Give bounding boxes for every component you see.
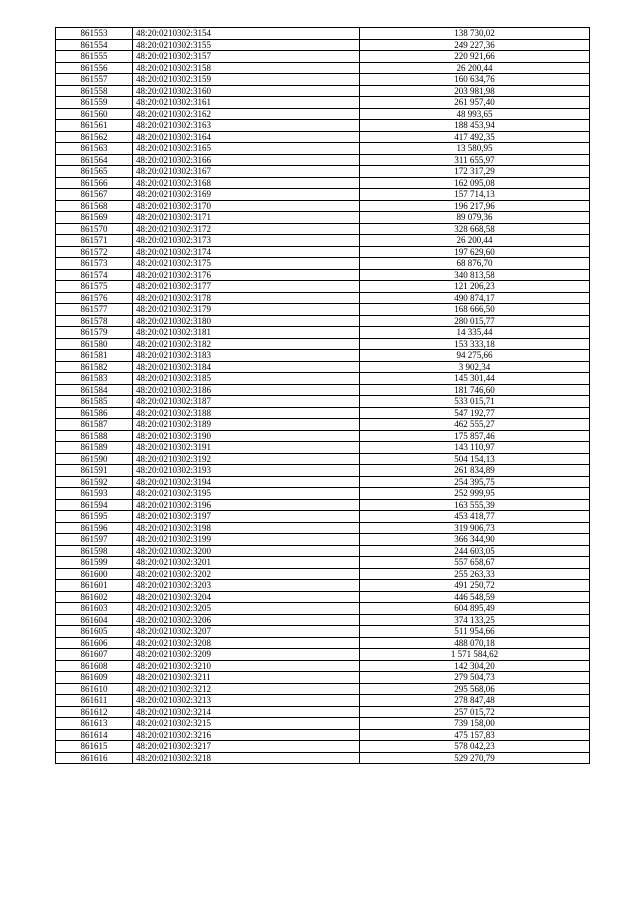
cadastral-value-cell: 168 666,50	[360, 304, 590, 316]
cadastral-number-cell: 48:20:0210302:3176	[133, 269, 360, 281]
table-row	[56, 683, 590, 695]
table-row	[56, 120, 590, 132]
table-row	[56, 637, 590, 649]
row-number-cell: 861577	[56, 304, 133, 316]
table-row	[56, 304, 590, 316]
row-number-cell: 861573	[56, 258, 133, 270]
row-number-cell: 861609	[56, 672, 133, 684]
cadastral-number-cell: 48:20:0210302:3175	[133, 258, 360, 270]
cadastral-value-cell: 68 876,70	[360, 258, 590, 270]
cadastral-number-cell: 48:20:0210302:3215	[133, 718, 360, 730]
cadastral-number-cell: 48:20:0210302:3172	[133, 223, 360, 235]
cadastral-number-cell: 48:20:0210302:3166	[133, 154, 360, 166]
cadastral-number-cell: 48:20:0210302:3171	[133, 212, 360, 224]
cadastral-number-cell: 48:20:0210302:3200	[133, 545, 360, 557]
row-number-cell: 861605	[56, 626, 133, 638]
cadastral-value-cell: 462 555,27	[360, 419, 590, 431]
cadastral-value-cell: 254 395,75	[360, 476, 590, 488]
cadastral-number-cell: 48:20:0210302:3180	[133, 315, 360, 327]
cadastral-number-cell: 48:20:0210302:3163	[133, 120, 360, 132]
cadastral-value-cell: 26 200,44	[360, 235, 590, 247]
table-row	[56, 258, 590, 270]
row-number-cell: 861578	[56, 315, 133, 327]
row-number-cell: 861614	[56, 729, 133, 741]
table-row	[56, 396, 590, 408]
cadastral-value-cell: 13 580,95	[360, 143, 590, 155]
cadastral-value-cell: 196 217,96	[360, 200, 590, 212]
row-number-cell: 861567	[56, 189, 133, 201]
table-row	[56, 649, 590, 661]
cadastral-value-cell: 453 418,77	[360, 511, 590, 523]
cadastral-value-cell: 279 504,73	[360, 672, 590, 684]
cadastral-value-cell: 547 192,77	[360, 407, 590, 419]
row-number-cell: 861611	[56, 695, 133, 707]
cadastral-number-cell: 48:20:0210302:3192	[133, 453, 360, 465]
cadastral-value-cell: 1 571 584,62	[360, 649, 590, 661]
cadastral-number-cell: 48:20:0210302:3193	[133, 465, 360, 477]
row-number-cell: 861612	[56, 706, 133, 718]
row-number-cell: 861574	[56, 269, 133, 281]
row-number-cell: 861591	[56, 465, 133, 477]
row-number-cell: 861561	[56, 120, 133, 132]
cadastral-value-cell: 3 902,34	[360, 361, 590, 373]
table-row	[56, 235, 590, 247]
cadastral-value-cell: 475 157,83	[360, 729, 590, 741]
cadastral-number-cell: 48:20:0210302:3214	[133, 706, 360, 718]
cadastral-value-cell: 203 981,98	[360, 85, 590, 97]
cadastral-number-cell: 48:20:0210302:3185	[133, 373, 360, 385]
cadastral-number-cell: 48:20:0210302:3177	[133, 281, 360, 293]
row-number-cell: 861607	[56, 649, 133, 661]
row-number-cell: 861576	[56, 292, 133, 304]
table-row	[56, 660, 590, 672]
cadastral-number-cell: 48:20:0210302:3191	[133, 442, 360, 454]
cadastral-value-cell: 319 906,73	[360, 522, 590, 534]
row-number-cell: 861566	[56, 177, 133, 189]
row-number-cell: 861553	[56, 28, 133, 40]
cadastral-number-cell: 48:20:0210302:3160	[133, 85, 360, 97]
cadastral-value-cell: 328 668,58	[360, 223, 590, 235]
cadastral-value-cell: 490 874,17	[360, 292, 590, 304]
cadastral-number-cell: 48:20:0210302:3189	[133, 419, 360, 431]
row-number-cell: 861582	[56, 361, 133, 373]
cadastral-number-cell: 48:20:0210302:3210	[133, 660, 360, 672]
table-row	[56, 51, 590, 63]
cadastral-value-cell: 26 200,44	[360, 62, 590, 74]
table-row	[56, 269, 590, 281]
cadastral-value-cell: 739 158,00	[360, 718, 590, 730]
table-row	[56, 603, 590, 615]
table-row	[56, 545, 590, 557]
row-number-cell: 861616	[56, 752, 133, 764]
cadastral-value-cell: 160 634,76	[360, 74, 590, 86]
cadastral-value-cell: 163 555,39	[360, 499, 590, 511]
row-number-cell: 861562	[56, 131, 133, 143]
cadastral-value-table	[55, 27, 590, 764]
cadastral-number-cell: 48:20:0210302:3208	[133, 637, 360, 649]
cadastral-value-cell: 252 999,95	[360, 488, 590, 500]
cadastral-number-cell: 48:20:0210302:3203	[133, 580, 360, 592]
cadastral-value-cell: 14 335,44	[360, 327, 590, 339]
cadastral-number-cell: 48:20:0210302:3186	[133, 384, 360, 396]
cadastral-number-cell: 48:20:0210302:3159	[133, 74, 360, 86]
cadastral-number-cell: 48:20:0210302:3184	[133, 361, 360, 373]
cadastral-value-cell: 311 655,97	[360, 154, 590, 166]
row-number-cell: 861557	[56, 74, 133, 86]
table-row	[56, 741, 590, 753]
row-number-cell: 861586	[56, 407, 133, 419]
table-row	[56, 108, 590, 120]
table-row	[56, 327, 590, 339]
table-row	[56, 591, 590, 603]
cadastral-number-cell: 48:20:0210302:3196	[133, 499, 360, 511]
cadastral-value-cell: 249 227,36	[360, 39, 590, 51]
cadastral-value-cell: 197 629,60	[360, 246, 590, 258]
row-number-cell: 861579	[56, 327, 133, 339]
cadastral-number-cell: 48:20:0210302:3198	[133, 522, 360, 534]
table-row	[56, 39, 590, 51]
cadastral-value-cell: 557 658,67	[360, 557, 590, 569]
table-row	[56, 488, 590, 500]
table-row	[56, 212, 590, 224]
cadastral-number-cell: 48:20:0210302:3157	[133, 51, 360, 63]
cadastral-value-cell: 175 857,46	[360, 430, 590, 442]
cadastral-value-cell: 511 954,66	[360, 626, 590, 638]
cadastral-number-cell: 48:20:0210302:3216	[133, 729, 360, 741]
table-row	[56, 166, 590, 178]
table-row	[56, 580, 590, 592]
table-row	[56, 177, 590, 189]
cadastral-number-cell: 48:20:0210302:3201	[133, 557, 360, 569]
cadastral-value-cell: 121 206,23	[360, 281, 590, 293]
row-number-cell: 861568	[56, 200, 133, 212]
table-row	[56, 223, 590, 235]
cadastral-number-cell: 48:20:0210302:3195	[133, 488, 360, 500]
row-number-cell: 861613	[56, 718, 133, 730]
table-row	[56, 200, 590, 212]
table-row	[56, 522, 590, 534]
cadastral-value-cell: 188 453,94	[360, 120, 590, 132]
cadastral-value-cell: 280 015,77	[360, 315, 590, 327]
cadastral-number-cell: 48:20:0210302:3178	[133, 292, 360, 304]
table-row	[56, 246, 590, 258]
row-number-cell: 861556	[56, 62, 133, 74]
row-number-cell: 861606	[56, 637, 133, 649]
table-row	[56, 361, 590, 373]
table-row	[56, 189, 590, 201]
row-number-cell: 861570	[56, 223, 133, 235]
cadastral-value-cell: 153 333,18	[360, 338, 590, 350]
cadastral-number-cell: 48:20:0210302:3183	[133, 350, 360, 362]
row-number-cell: 861603	[56, 603, 133, 615]
cadastral-number-cell: 48:20:0210302:3158	[133, 62, 360, 74]
table-row	[56, 453, 590, 465]
cadastral-value-cell: 89 079,36	[360, 212, 590, 224]
row-number-cell: 861599	[56, 557, 133, 569]
row-number-cell: 861598	[56, 545, 133, 557]
cadastral-value-cell: 145 301,44	[360, 373, 590, 385]
table-row	[56, 476, 590, 488]
cadastral-number-cell: 48:20:0210302:3188	[133, 407, 360, 419]
cadastral-value-cell: 604 895,49	[360, 603, 590, 615]
cadastral-number-cell: 48:20:0210302:3155	[133, 39, 360, 51]
row-number-cell: 861589	[56, 442, 133, 454]
row-number-cell: 861597	[56, 534, 133, 546]
cadastral-value-cell: 533 015,71	[360, 396, 590, 408]
table-row	[56, 465, 590, 477]
row-number-cell: 861592	[56, 476, 133, 488]
row-number-cell: 861601	[56, 580, 133, 592]
row-number-cell: 861571	[56, 235, 133, 247]
row-number-cell: 861600	[56, 568, 133, 580]
cadastral-value-cell: 143 110,97	[360, 442, 590, 454]
table-row	[56, 407, 590, 419]
cadastral-value-cell: 261 834,89	[360, 465, 590, 477]
table-row	[56, 729, 590, 741]
row-number-cell: 861554	[56, 39, 133, 51]
table-row	[56, 614, 590, 626]
cadastral-value-cell: 529 270,79	[360, 752, 590, 764]
table-row	[56, 557, 590, 569]
table-row	[56, 430, 590, 442]
cadastral-value-cell: 94 275,66	[360, 350, 590, 362]
cadastral-number-cell: 48:20:0210302:3207	[133, 626, 360, 638]
row-number-cell: 861555	[56, 51, 133, 63]
row-number-cell: 861615	[56, 741, 133, 753]
cadastral-number-cell: 48:20:0210302:3179	[133, 304, 360, 316]
cadastral-number-cell: 48:20:0210302:3162	[133, 108, 360, 120]
cadastral-value-cell: 488 070,18	[360, 637, 590, 649]
cadastral-number-cell: 48:20:0210302:3167	[133, 166, 360, 178]
cadastral-value-cell: 257 015,72	[360, 706, 590, 718]
table-row	[56, 74, 590, 86]
cadastral-value-cell: 172 317,29	[360, 166, 590, 178]
cadastral-value-cell: 491 250,72	[360, 580, 590, 592]
cadastral-number-cell: 48:20:0210302:3202	[133, 568, 360, 580]
table-row	[56, 85, 590, 97]
cadastral-number-cell: 48:20:0210302:3205	[133, 603, 360, 615]
cadastral-number-cell: 48:20:0210302:3206	[133, 614, 360, 626]
table-row	[56, 511, 590, 523]
row-number-cell: 861560	[56, 108, 133, 120]
row-number-cell: 861604	[56, 614, 133, 626]
cadastral-number-cell: 48:20:0210302:3170	[133, 200, 360, 212]
table-row	[56, 384, 590, 396]
row-number-cell: 861572	[56, 246, 133, 258]
cadastral-value-cell: 244 603,05	[360, 545, 590, 557]
table-row	[56, 131, 590, 143]
row-number-cell: 861594	[56, 499, 133, 511]
table-row	[56, 281, 590, 293]
cadastral-number-cell: 48:20:0210302:3174	[133, 246, 360, 258]
table-row	[56, 97, 590, 109]
cadastral-number-cell: 48:20:0210302:3165	[133, 143, 360, 155]
row-number-cell: 861565	[56, 166, 133, 178]
table-row	[56, 419, 590, 431]
cadastral-value-cell: 374 133,25	[360, 614, 590, 626]
cadastral-value-cell: 48 993,65	[360, 108, 590, 120]
row-number-cell: 861575	[56, 281, 133, 293]
row-number-cell: 861584	[56, 384, 133, 396]
table-row	[56, 568, 590, 580]
cadastral-number-cell: 48:20:0210302:3168	[133, 177, 360, 189]
table-row	[56, 28, 590, 40]
row-number-cell: 861588	[56, 430, 133, 442]
cadastral-number-cell: 48:20:0210302:3194	[133, 476, 360, 488]
cadastral-value-cell: 162 095,08	[360, 177, 590, 189]
cadastral-value-cell: 366 344,90	[360, 534, 590, 546]
table-row	[56, 62, 590, 74]
row-number-cell: 861585	[56, 396, 133, 408]
table-row	[56, 442, 590, 454]
cadastral-value-cell: 157 714,13	[360, 189, 590, 201]
cadastral-number-cell: 48:20:0210302:3212	[133, 683, 360, 695]
table-row	[56, 350, 590, 362]
cadastral-value-cell: 142 304,20	[360, 660, 590, 672]
row-number-cell: 861590	[56, 453, 133, 465]
cadastral-number-cell: 48:20:0210302:3161	[133, 97, 360, 109]
row-number-cell: 861610	[56, 683, 133, 695]
cadastral-number-cell: 48:20:0210302:3218	[133, 752, 360, 764]
cadastral-number-cell: 48:20:0210302:3187	[133, 396, 360, 408]
cadastral-number-cell: 48:20:0210302:3154	[133, 28, 360, 40]
table-row	[56, 706, 590, 718]
table-row	[56, 718, 590, 730]
cadastral-value-cell: 255 263,33	[360, 568, 590, 580]
row-number-cell: 861608	[56, 660, 133, 672]
cadastral-number-cell: 48:20:0210302:3173	[133, 235, 360, 247]
cadastral-number-cell: 48:20:0210302:3190	[133, 430, 360, 442]
row-number-cell: 861596	[56, 522, 133, 534]
cadastral-value-cell: 181 746,60	[360, 384, 590, 396]
cadastral-value-cell: 295 568,06	[360, 683, 590, 695]
table-row	[56, 499, 590, 511]
cadastral-number-cell: 48:20:0210302:3213	[133, 695, 360, 707]
row-number-cell: 861569	[56, 212, 133, 224]
row-number-cell: 861595	[56, 511, 133, 523]
table-row	[56, 752, 590, 764]
row-number-cell: 861580	[56, 338, 133, 350]
cadastral-number-cell: 48:20:0210302:3204	[133, 591, 360, 603]
row-number-cell: 861581	[56, 350, 133, 362]
cadastral-value-cell: 578 042,23	[360, 741, 590, 753]
table-row	[56, 338, 590, 350]
table-row	[56, 315, 590, 327]
cadastral-number-cell: 48:20:0210302:3217	[133, 741, 360, 753]
table-row	[56, 373, 590, 385]
table-row	[56, 154, 590, 166]
cadastral-number-cell: 48:20:0210302:3197	[133, 511, 360, 523]
cadastral-value-cell: 340 813,58	[360, 269, 590, 281]
cadastral-number-cell: 48:20:0210302:3181	[133, 327, 360, 339]
cadastral-number-cell: 48:20:0210302:3211	[133, 672, 360, 684]
table-row	[56, 534, 590, 546]
table-row	[56, 672, 590, 684]
cadastral-number-cell: 48:20:0210302:3209	[133, 649, 360, 661]
cadastral-value-cell: 138 730,02	[360, 28, 590, 40]
table-body	[56, 28, 590, 764]
row-number-cell: 861587	[56, 419, 133, 431]
table-row	[56, 292, 590, 304]
cadastral-value-cell: 220 921,66	[360, 51, 590, 63]
row-number-cell: 861559	[56, 97, 133, 109]
row-number-cell: 861602	[56, 591, 133, 603]
row-number-cell: 861558	[56, 85, 133, 97]
row-number-cell: 861563	[56, 143, 133, 155]
cadastral-value-cell: 504 154,13	[360, 453, 590, 465]
cadastral-number-cell: 48:20:0210302:3164	[133, 131, 360, 143]
cadastral-number-cell: 48:20:0210302:3182	[133, 338, 360, 350]
cadastral-value-cell: 446 548,59	[360, 591, 590, 603]
cadastral-number-cell: 48:20:0210302:3199	[133, 534, 360, 546]
cadastral-value-cell: 417 492,35	[360, 131, 590, 143]
cadastral-number-cell: 48:20:0210302:3169	[133, 189, 360, 201]
row-number-cell: 861564	[56, 154, 133, 166]
cadastral-value-cell: 261 957,40	[360, 97, 590, 109]
row-number-cell: 861593	[56, 488, 133, 500]
table-row	[56, 626, 590, 638]
table-row	[56, 695, 590, 707]
cadastral-value-cell: 278 847,48	[360, 695, 590, 707]
table-row	[56, 143, 590, 155]
row-number-cell: 861583	[56, 373, 133, 385]
